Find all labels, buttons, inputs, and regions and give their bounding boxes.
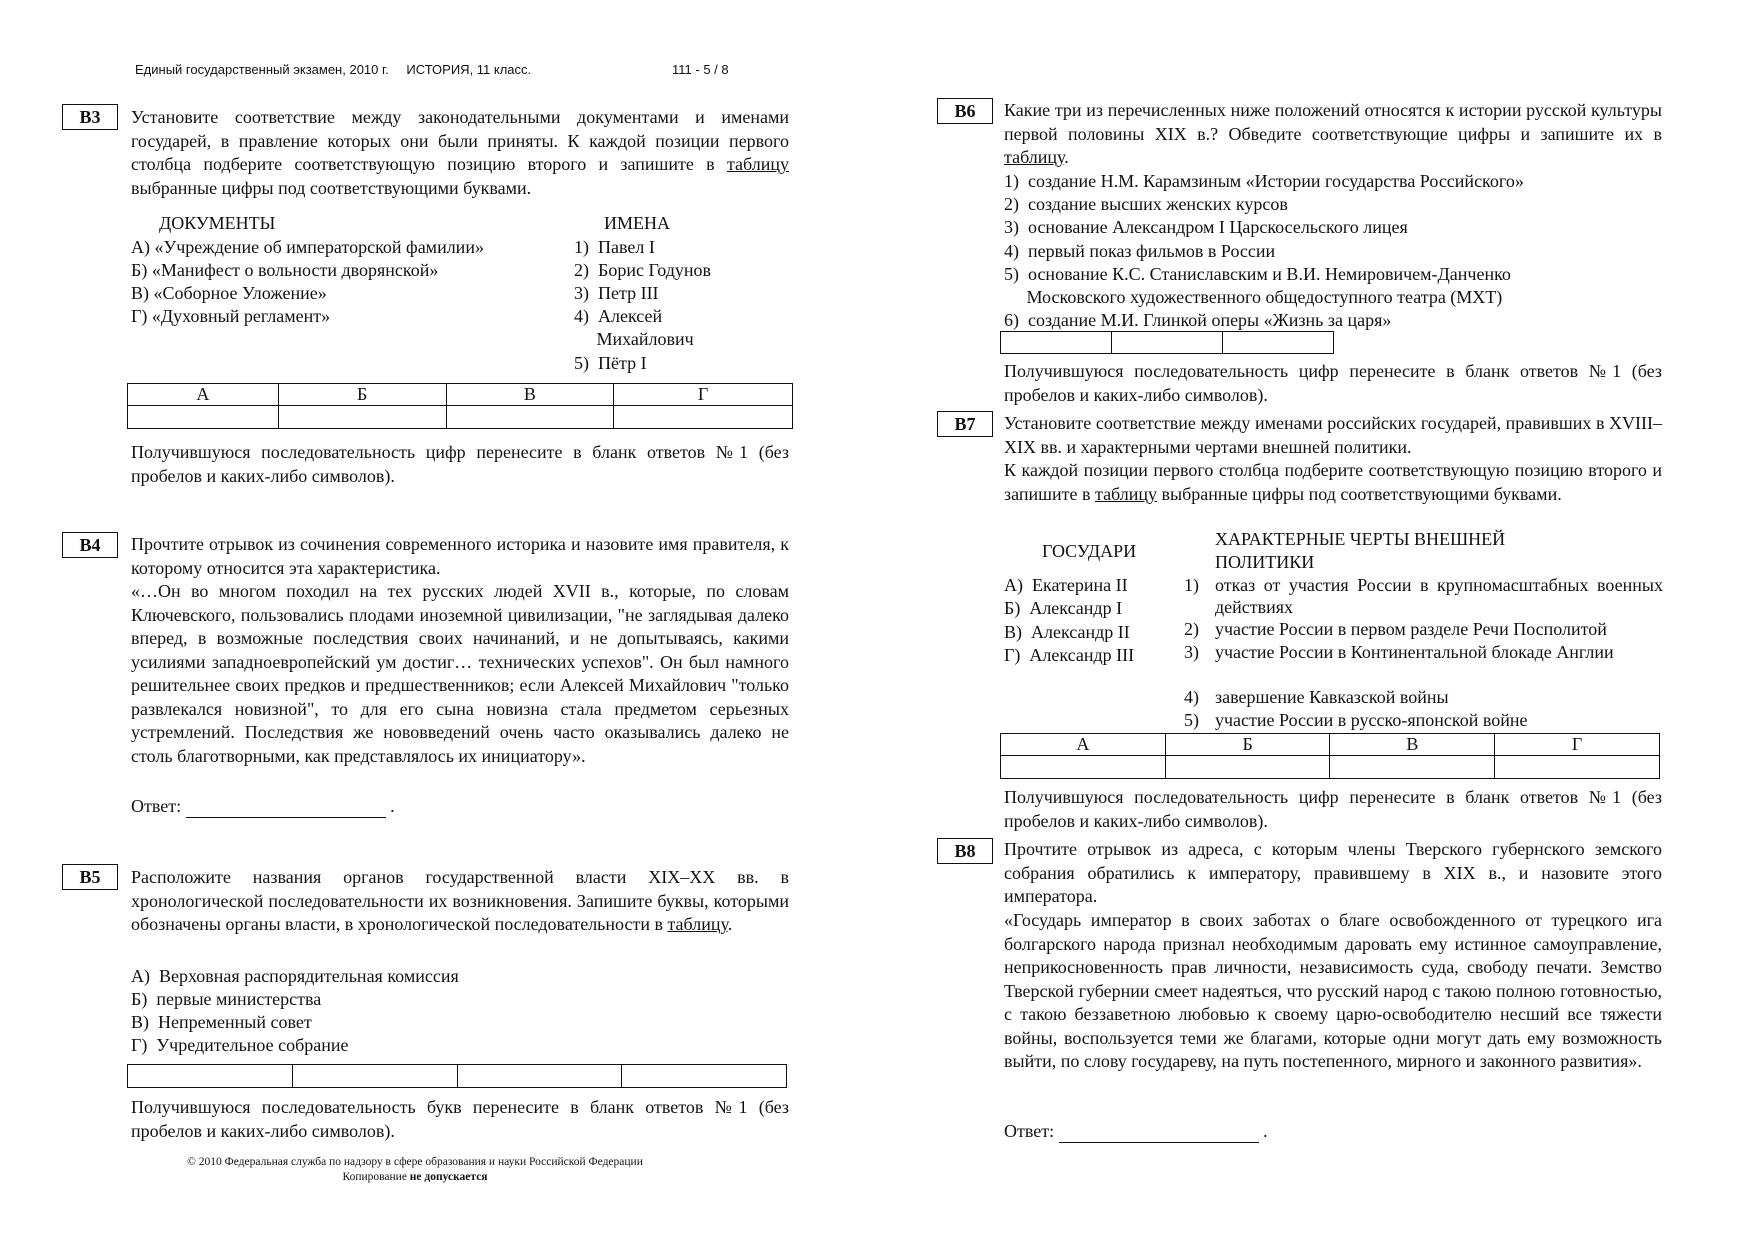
rulers-heading: ГОСУДАРИ [1042, 541, 1137, 561]
table-link: таблицу [726, 154, 789, 174]
task-b5-label: B5 [62, 864, 118, 890]
exam-header [135, 62, 545, 77]
names-heading: ИМЕНА [604, 213, 670, 233]
b7-cell-b[interactable] [1165, 756, 1330, 779]
name-4-cont: Михайлович [574, 329, 694, 349]
name-4: 4) Алексей [574, 306, 663, 326]
b7-cell-c[interactable] [1330, 756, 1495, 779]
b5-cell-4[interactable] [622, 1065, 787, 1088]
name-5: 5) Пётр I [574, 353, 647, 373]
trait-4-num: 4) [1184, 687, 1199, 707]
b6-transfer-note: Получившуюся последовательность цифр перенесите в бланк ответов №1 (без пробелов и каких-либо символов). [1004, 361, 1662, 405]
b3-cell-b[interactable] [278, 406, 446, 429]
task-b8-quote: «Государь император в своих заботах о благе освобожденного от турецкого ига болгарского народа признал необходимым даровать ему истинное самоуправление, неприкосновенность прав личности, независимость суда, свободу печати. Земство Тверской губернии смеет надеяться, что русский народ с такою полною готовностью, с такою беззаветною любовью к своему царю-освободителю несший все тяжести войны, воспользуется теми же благами, которые одни могут дать ему возможность выйти, по слову государеву, на путь постепенного, мирного и законного развития». [1004, 910, 1662, 1071]
b7-head-b: Б [1165, 734, 1330, 756]
task-b3-text: Установите соответствие между законодательными документами и именами государей, в правление которых они были приняты. К каждой позиции первого столбца подберите соответствующую позицию второго и запишите в таблицу выбранные цифры под соответствующими буквами. [131, 107, 789, 198]
b6-answer-table [1000, 331, 1334, 354]
trait-1: отказ от участия России в крупномасштабных военных действиях [1215, 575, 1663, 617]
b6-cell-3[interactable] [1223, 332, 1334, 354]
b4-answer: Ответ: . [131, 796, 395, 816]
trait-2: участие России в первом разделе Речи Посполитой [1215, 619, 1607, 639]
b8-answer: Ответ: . [1004, 1121, 1268, 1141]
b6-item-3: 3) основание Александром I Царскосельского лицея [1004, 217, 1408, 237]
b6-item-5-cont: Московского художественного общедоступного театра (МХТ) [1004, 287, 1503, 307]
b3-answer-table [127, 383, 793, 429]
copyright-line: © 2010 Федеральная служба по надзору в сфере образования и науки Российской Федерации [187, 1156, 643, 1168]
b7-transfer-note: Получившуюся последовательность цифр перенесите в бланк ответов №1 (без пробелов и каких-либо символов). [1004, 787, 1662, 831]
task-b4-label: B4 [62, 532, 118, 558]
task-b8-text: Прочтите отрывок из адреса, с которым члены Тверского губернского земского собрания обратились к императору, правившему в XIX в., и назовите этого императора. [1004, 839, 1662, 906]
copyright-footer [130, 1155, 700, 1185]
document-b: Б) «Манифест о вольности дворянской» [131, 260, 439, 280]
b5-item-a: А) Верховная распорядительная комиссия [131, 966, 459, 986]
document-d: Г) «Духовный регламент» [131, 306, 331, 326]
b6-item-5: 5) основание К.С. Станиславским и В.И. Немировичем-Данченко [1004, 264, 1511, 284]
traits-heading: ХАРАКТЕРНЫЕ ЧЕРТЫ ВНЕШНЕЙ ПОЛИТИКИ [1215, 529, 1506, 572]
b3-transfer-note: Получившуюся последовательность цифр перенесите в бланк ответов №1 (без пробелов и каких-либо символов). [131, 442, 789, 486]
b8-answer-field[interactable] [1059, 1124, 1259, 1143]
b3-cell-c[interactable] [446, 406, 614, 429]
b7-cell-d[interactable] [1495, 756, 1660, 779]
exam-subject: ИСТОРИЯ, 11 класс. [406, 62, 532, 77]
b6-item-6: 6) создание М.И. Глинкой оперы «Жизнь за царя» [1004, 310, 1392, 330]
b3-head-b: Б [278, 384, 446, 406]
table-link: таблицу [1094, 483, 1158, 504]
task-b7-text: Установите соответствие между именами российских государей, правивших в XVIII–XIX вв. и характерными чертами внешней политики. [1004, 413, 1662, 457]
b5-item-d: Г) Учредительное собрание [131, 1035, 349, 1055]
trait-3-num: 3) [1184, 642, 1199, 662]
task-b8-label: B8 [937, 838, 993, 864]
b7-head-d: Г [1495, 734, 1660, 756]
b3-cell-a[interactable] [128, 406, 279, 429]
b5-item-c: В) Непременный совет [131, 1012, 312, 1032]
b5-transfer-note: Получившуюся последовательность букв перенесите в бланк ответов №1 (без пробелов и каких-либо символов). [131, 1097, 789, 1141]
trait-5: участие России в русско-японской войне [1215, 710, 1528, 730]
b5-cell-2[interactable] [292, 1065, 457, 1088]
task-b4-text: Прочтите отрывок из сочинения современного историка и назовите имя правителя, к которому относится эта характеристика. [131, 534, 789, 578]
exam-title: Единый государственный экзамен, 2010 г. [135, 62, 389, 77]
task-b6-text: Какие три из перечисленных ниже положений относятся к истории русской культуры первой половины XIX в.? Обведите соответствующие цифры и запишите их в таблицу. [1004, 100, 1662, 167]
ruler-a: А) Екатерина II [1004, 575, 1128, 595]
task-b7-instruction: К каждой позиции первого столбца подберите соответствующую позицию второго и запишите в таблицу выбранные цифры под соответствующими буквами. [1004, 460, 1662, 504]
trait-4: завершение Кавказской войны [1215, 687, 1449, 707]
trait-2-num: 2) [1184, 619, 1199, 639]
ruler-d: Г) Александр III [1004, 645, 1135, 665]
trait-5-num: 5) [1184, 710, 1199, 730]
documents-heading: ДОКУМЕНТЫ [159, 213, 276, 233]
b3-head-d: Г [614, 384, 793, 406]
b7-answer-table [1000, 733, 1660, 779]
b7-head-a: А [1001, 734, 1166, 756]
document-c: В) «Соборное Уложение» [131, 283, 327, 303]
ruler-c: В) Александр II [1004, 622, 1130, 642]
ruler-b: Б) Александр I [1004, 598, 1123, 618]
name-1: 1) Павел I [574, 237, 655, 257]
table-link: таблицу [1004, 147, 1065, 167]
b6-cell-2[interactable] [1112, 332, 1223, 354]
b7-cell-a[interactable] [1001, 756, 1166, 779]
task-b7-label: B7 [937, 411, 993, 437]
task-b4-quote: «…Он во многом походил на тех русских людей XVII в., которые, по словам Ключевского, пользовались плодами иноземной цивилизации, "не заглядывая далеко вперед, в возможные последствия своих начинаний, и не допытываясь, какими усилиями западноевропейский ум достиг… технических успехов". Он был намного решительнее своих предков и предшественников; если Алексей Михайлович "только развлекался новизной", то для его сына новизна стала предметом серьезных устремлений. Последствия же нововведений очень часто оказывались далеко не столь благотворными, как представлялось их инициатору». [131, 581, 789, 766]
task-b5-text: Расположите названия органов государственной власти XIX–XX вв. в хронологической последовательности их возникновения. Запишите буквы, которыми обозначены органы власти, в хронологической последовательности в таблицу. [131, 867, 789, 934]
b5-cell-3[interactable] [457, 1065, 622, 1088]
task-b6-label: B6 [937, 98, 993, 124]
b3-cell-d[interactable] [614, 406, 793, 429]
copying-notice: Копирование не допускается [342, 1171, 488, 1183]
b6-item-1: 1) создание Н.М. Карамзиным «Истории государства Российского» [1004, 171, 1524, 191]
b6-item-2: 2) создание высших женских курсов [1004, 194, 1288, 214]
trait-3: участие России в Континентальной блокаде Англии [1215, 642, 1614, 662]
task-b3-label: B3 [62, 104, 118, 130]
b3-head-a: А [128, 384, 279, 406]
table-link: таблицу [667, 914, 728, 934]
b5-answer-table [127, 1064, 787, 1088]
name-2: 2) Борис Годунов [574, 260, 712, 280]
trait-1-num: 1) [1184, 575, 1199, 595]
b5-cell-1[interactable] [128, 1065, 293, 1088]
page-number: 111 - 5 / 8 [672, 62, 729, 77]
b6-cell-1[interactable] [1001, 332, 1112, 354]
document-a: А) «Учреждение об императорской фамилии» [131, 237, 484, 257]
b4-answer-field[interactable] [186, 799, 386, 818]
b3-head-c: В [446, 384, 614, 406]
b7-head-c: В [1330, 734, 1495, 756]
b6-item-4: 4) первый показ фильмов в России [1004, 241, 1276, 261]
b5-item-b: Б) первые министерства [131, 989, 322, 1009]
name-3: 3) Петр III [574, 283, 659, 303]
